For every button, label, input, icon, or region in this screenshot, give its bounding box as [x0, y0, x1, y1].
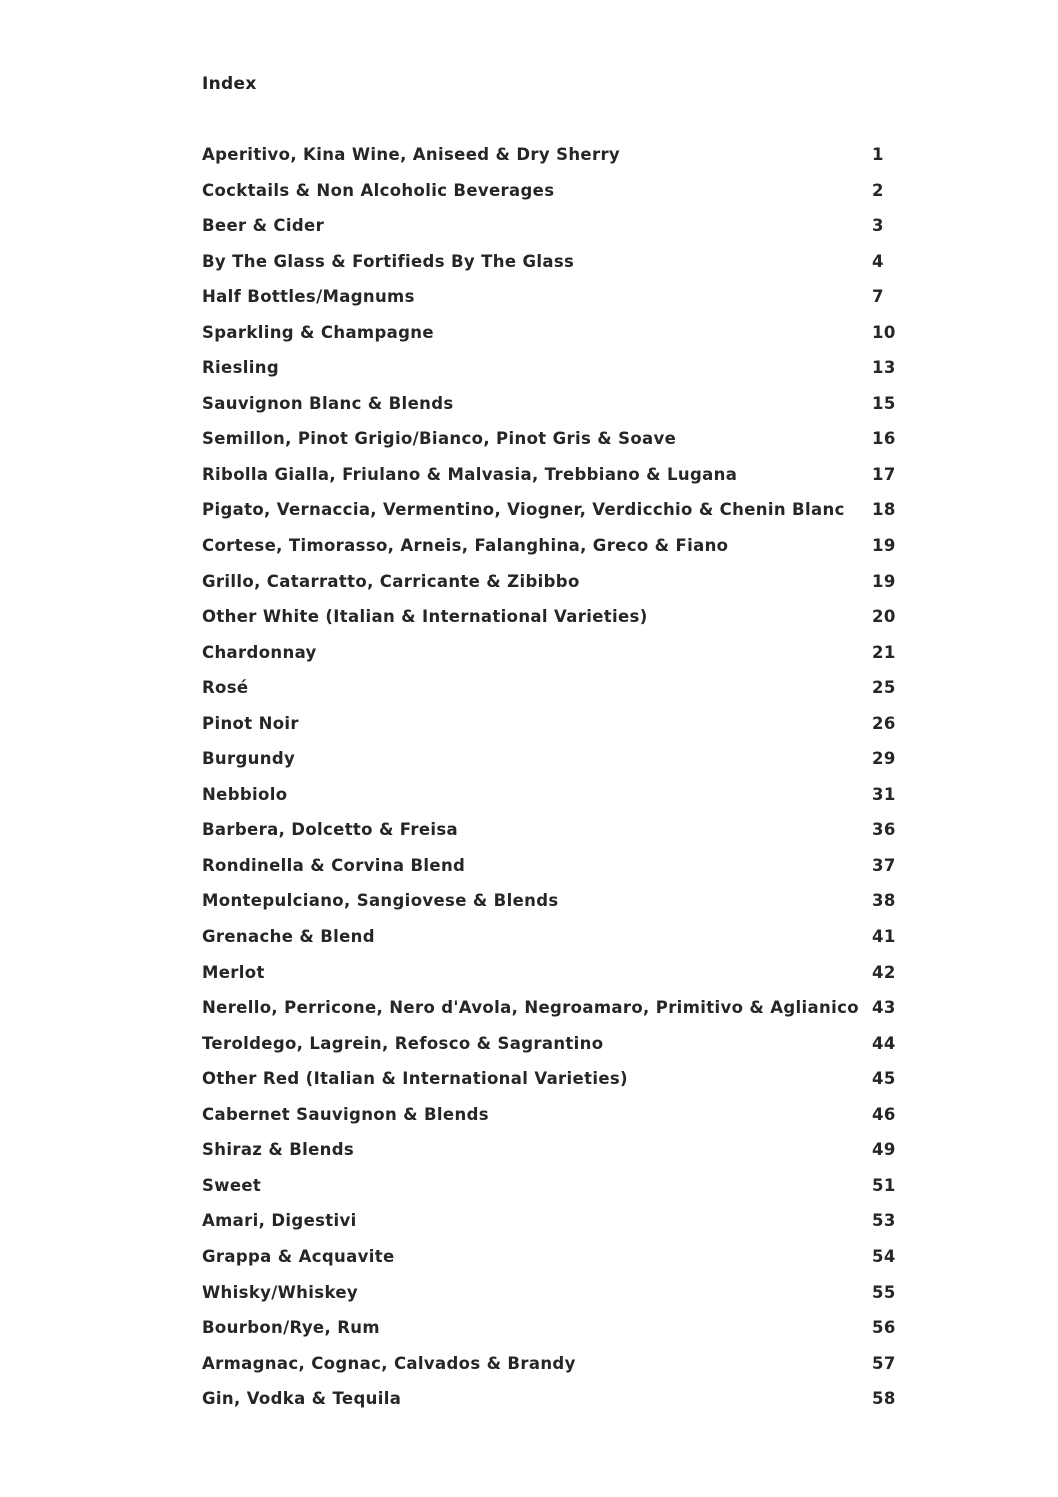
index-entry[interactable]	[202, 323, 902, 359]
index-entry-page-number: 58	[872, 1389, 896, 1409]
index-entry-page-number: 49	[872, 1140, 896, 1160]
index-entry-label: Ribolla Gialla, Friulano & Malvasia, Trebbiano & Lugana	[202, 464, 738, 484]
index-entry-page-number: 37	[872, 855, 896, 875]
index-entry[interactable]	[202, 1247, 902, 1283]
index-entry[interactable]	[202, 1034, 902, 1070]
index-entry-label: Sparkling & Champagne	[202, 322, 434, 342]
index-entry[interactable]	[202, 1176, 902, 1212]
index-entry-page-number: 20	[872, 607, 896, 627]
index-entry[interactable]	[202, 181, 902, 217]
index-entry-page-number: 46	[872, 1104, 896, 1124]
index-entry[interactable]	[202, 1211, 902, 1247]
index-entry[interactable]	[202, 1389, 902, 1425]
index-entry[interactable]	[202, 1354, 902, 1390]
index-entry[interactable]	[202, 536, 902, 572]
index-entry-page-number: 26	[872, 713, 896, 733]
index-entry-label: Pigato, Vernaccia, Vermentino, Viogner, Verdicchio & Chenin Blanc	[202, 500, 845, 520]
index-entry-label: Chardonnay	[202, 642, 317, 662]
index-entry-label: Aperitivo, Kina Wine, Aniseed & Dry Sherry	[202, 145, 621, 164]
index-entry-page-number: 19	[872, 536, 896, 556]
index-entry-label: Bourbon/Rye, Rum	[202, 1318, 380, 1338]
index-entry[interactable]	[202, 429, 902, 465]
index-entry-page-number: 36	[872, 820, 896, 840]
index-entry-label: Half Bottles/Magnums	[202, 287, 415, 307]
index-entry-label: Gin, Vodka & Tequila	[202, 1389, 402, 1409]
index-entry-page-number: 42	[872, 962, 896, 982]
index-entry[interactable]	[202, 1318, 902, 1354]
index-entry-label: Nebbiolo	[202, 784, 288, 804]
index-entry-label: Teroldego, Lagrein, Refosco & Sagrantino	[202, 1033, 604, 1053]
index-entry-label: Sweet	[202, 1175, 262, 1195]
index-entry[interactable]	[202, 643, 902, 679]
index-entry-page-number: 25	[872, 678, 896, 698]
index-entry-page-number: 57	[872, 1353, 896, 1373]
index-entry-page-number: 44	[872, 1033, 896, 1053]
index-entry[interactable]	[202, 1069, 902, 1105]
index-entry-label: Nerello, Perricone, Nero d'Avola, Negroamaro, Primitivo & Aglianico	[202, 998, 859, 1018]
index-entry[interactable]	[202, 891, 902, 927]
index-entry-page-number: 18	[872, 500, 896, 520]
index-entry-page-number: 17	[872, 464, 896, 484]
index-entry-label: Grillo, Catarratto, Carricante & Zibibbo	[202, 571, 580, 591]
index-entry-page-number: 29	[872, 749, 896, 769]
index-entry-page-number: 38	[872, 891, 896, 911]
index-entry[interactable]	[202, 145, 902, 181]
index-entry-label: Pinot Noir	[202, 713, 299, 733]
index-entry-page-number: 7	[872, 287, 884, 307]
index-entry[interactable]	[202, 820, 902, 856]
index-entry-page-number: 45	[872, 1069, 896, 1089]
index-entry[interactable]	[202, 572, 902, 608]
index-entry-page-number: 19	[872, 571, 896, 591]
index-entry-page-number: 31	[872, 784, 896, 804]
index-entry[interactable]	[202, 607, 902, 643]
index-entry-label: Barbera, Dolcetto & Freisa	[202, 820, 459, 840]
index-entry-page-number: 16	[872, 429, 896, 449]
index-entry[interactable]	[202, 998, 902, 1034]
index-entry-page-number: 43	[872, 998, 896, 1018]
index-entry-label: Whisky/Whiskey	[202, 1282, 358, 1302]
index-entry-page-number: 4	[872, 251, 884, 271]
index-entry[interactable]	[202, 358, 902, 394]
index-entry[interactable]	[202, 963, 902, 999]
index-entry-label: Other Red (Italian & International Varieties)	[202, 1069, 628, 1089]
index-entry-label: Other White (Italian & International Varieties)	[202, 607, 648, 627]
index-entry-page-number: 13	[872, 358, 896, 378]
index-entry-page-number: 51	[872, 1175, 896, 1195]
index-entry-label: Rondinella & Corvina Blend	[202, 855, 466, 875]
index-list	[202, 145, 902, 1425]
index-entry-page-number: 56	[872, 1318, 896, 1338]
index-entry-page-number: 53	[872, 1211, 896, 1231]
index-entry-label: Amari, Digestivi	[202, 1211, 357, 1231]
index-entry[interactable]	[202, 678, 902, 714]
index-entry-label: Shiraz & Blends	[202, 1140, 355, 1160]
index-entry-page-number: 15	[872, 393, 896, 413]
index-entry[interactable]	[202, 1283, 902, 1319]
index-entry-label: Grenache & Blend	[202, 927, 375, 947]
index-entry-page-number: 55	[872, 1282, 896, 1302]
index-entry[interactable]	[202, 927, 902, 963]
index-entry-page-number: 10	[872, 322, 896, 342]
index-entry-page-number: 2	[872, 180, 884, 200]
index-entry[interactable]	[202, 394, 902, 430]
index-entry-page-number: 41	[872, 927, 896, 947]
index-entry-label: Cocktails & Non Alcoholic Beverages	[202, 180, 555, 200]
index-entry-page-number: 1	[872, 145, 884, 164]
index-entry[interactable]	[202, 465, 902, 501]
index-entry-label: Riesling	[202, 358, 280, 378]
index-entry-label: Merlot	[202, 962, 265, 982]
index-entry-label: Burgundy	[202, 749, 296, 769]
index-entry[interactable]	[202, 714, 902, 750]
index-entry[interactable]	[202, 216, 902, 252]
index-entry-page-number: 54	[872, 1246, 896, 1266]
index-entry[interactable]	[202, 252, 902, 288]
index-entry-label: Cabernet Sauvignon & Blends	[202, 1104, 489, 1124]
index-entry-label: Rosé	[202, 678, 249, 698]
index-entry-page-number: 21	[872, 642, 896, 662]
index-entry-label: Montepulciano, Sangiovese & Blends	[202, 891, 559, 911]
index-entry-label: By The Glass & Fortifieds By The Glass	[202, 251, 575, 271]
index-entry[interactable]	[202, 856, 902, 892]
index-entry[interactable]	[202, 1140, 902, 1176]
index-entry[interactable]	[202, 1105, 902, 1141]
index-entry-label: Cortese, Timorasso, Arneis, Falanghina, Greco & Fiano	[202, 536, 729, 556]
index-entry[interactable]	[202, 785, 902, 821]
index-entry-page-number: 3	[872, 216, 884, 236]
index-entry[interactable]	[202, 287, 902, 323]
index-entry[interactable]	[202, 749, 902, 785]
index-entry-label: Grappa & Acquavite	[202, 1246, 395, 1266]
index-entry-label: Beer & Cider	[202, 216, 325, 236]
page-title: Index	[202, 74, 257, 94]
index-entry-label: Semillon, Pinot Grigio/Bianco, Pinot Gris & Soave	[202, 429, 677, 449]
index-entry-label: Armagnac, Cognac, Calvados & Brandy	[202, 1353, 576, 1373]
index-entry[interactable]	[202, 500, 902, 536]
index-entry-label: Sauvignon Blanc & Blends	[202, 393, 454, 413]
